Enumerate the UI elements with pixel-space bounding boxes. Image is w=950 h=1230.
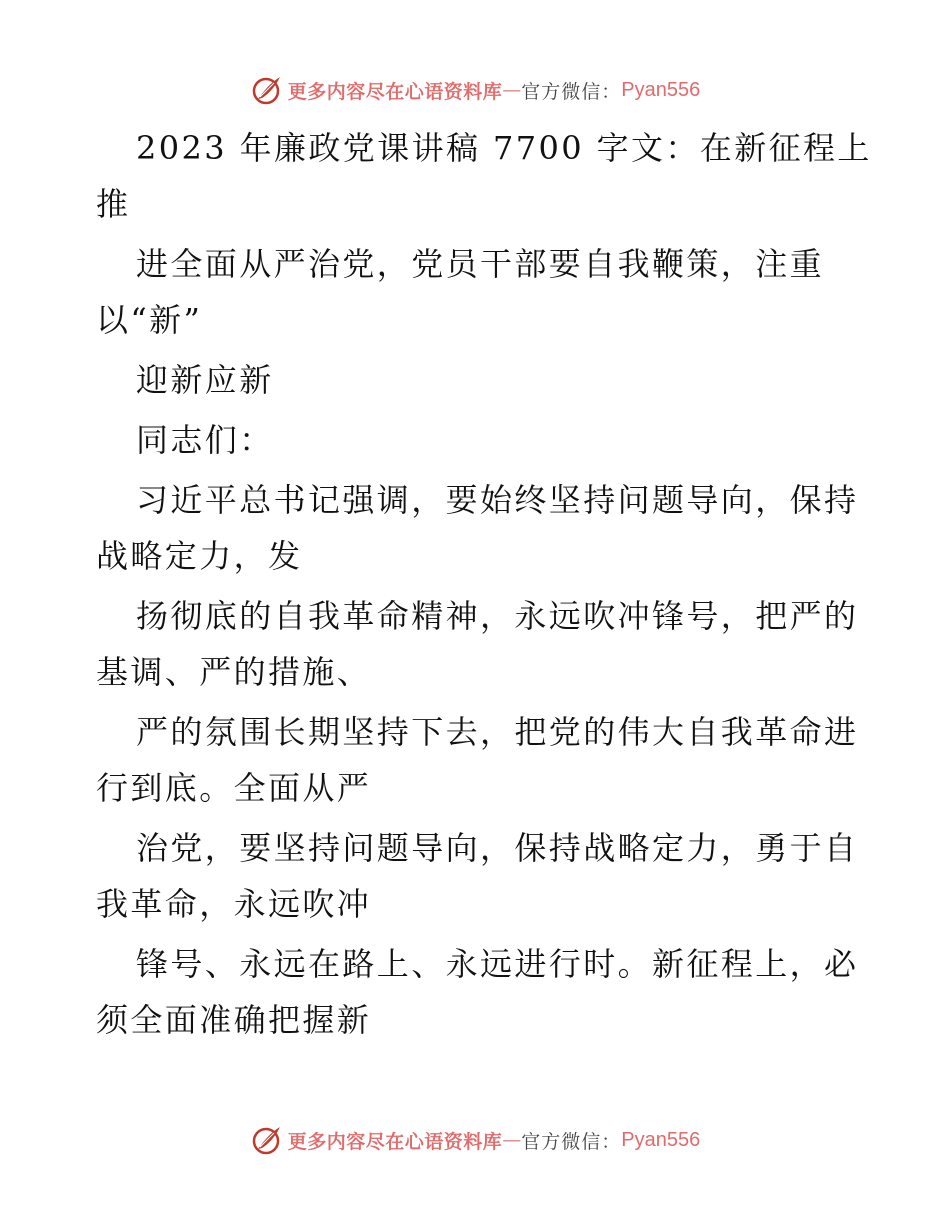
site-name-text: 更多内容尽在心语资料库 [287,1130,503,1153]
salutation-line: 同志们： [136,421,274,459]
paragraph-line: 我革命，永远吹冲 [96,885,372,923]
title-line-4: 以“新” [96,301,203,339]
paragraph-line: 战略定力，发 [96,537,303,575]
paragraph-line: 严的氛围长期坚持下去，把党的伟大自我革命进 [136,713,859,751]
wechat-account: Pyan556 [621,1128,701,1151]
banner-separator: — [502,79,522,101]
paragraph-line: 治党，要坚持问题导向，保持战略定力，勇于自 [136,829,859,867]
title-line-2: 推 [96,185,131,223]
wechat-label: 官方微信： [521,80,622,103]
document-body [96,120,872,1048]
paragraph-line: 行到底。全面从严 [96,769,372,807]
paragraph-line: 习近平总书记强调，要始终坚持问题导向，保持 [136,481,859,519]
wechat-label: 官方微信： [521,1130,622,1153]
paragraph-line: 须全面准确把握新 [96,1001,372,1039]
paragraph-line: 锋号、永远在路上、永远进行时。新征程上，必 [136,945,859,983]
paragraph-line: 基调、严的措施、 [96,653,372,691]
title-line-5: 迎新应新 [136,361,274,399]
feather-pen-circle-icon [250,1123,284,1157]
footer-watermark-banner [0,1120,950,1160]
feather-pen-circle-icon [250,73,284,107]
header-watermark-banner [0,70,950,110]
wechat-account: Pyan556 [621,78,701,101]
site-name-text: 更多内容尽在心语资料库 [287,80,503,103]
paragraph-line: 扬彻底的自我革命精神，永远吹冲锋号，把严的 [136,597,859,635]
title-line-1: 2023 年廉政党课讲稿 7700 字文：在新征程上 [136,129,872,167]
banner-separator: — [502,1129,522,1151]
title-line-3: 进全面从严治党，党员干部要自我鞭策，注重 [136,245,825,283]
